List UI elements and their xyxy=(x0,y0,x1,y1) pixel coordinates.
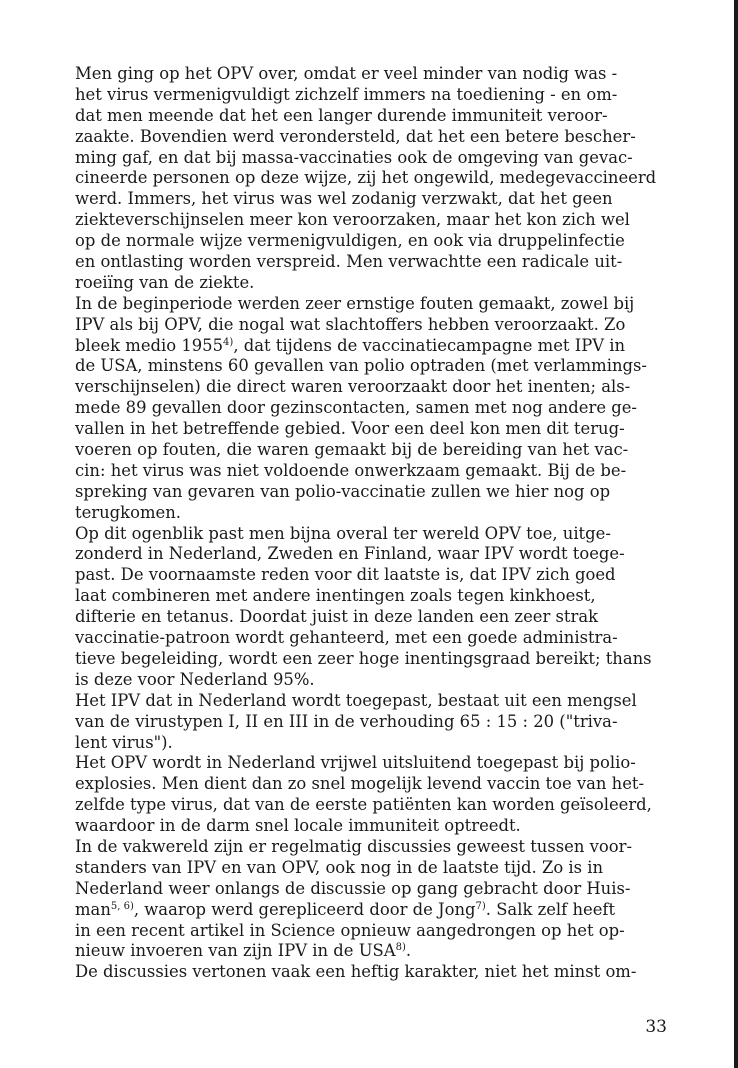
footnote-reference: 8) xyxy=(395,942,406,954)
text-line: roeiïng van de ziekte. xyxy=(75,272,255,292)
text-line: in een recent artikel in Science opnieuw aangedrongen op het op- xyxy=(75,920,625,940)
text-line: van de virustypen I, II en III in de verhouding 65 : 15 : 20 ("triva- xyxy=(75,711,618,731)
text-line: bleek medio 1955$^{4)}$, dat tijdens de vaccinatiecampagne met IPV in xyxy=(75,335,626,355)
text-line: Het OPV wordt in Nederland vrijwel uitsluitend toegepast bij polio- xyxy=(75,753,636,773)
text-line: op de normale wijze vermenigvuldigen, en ook via druppelinfectie xyxy=(75,231,625,251)
text-line: ziekteverschijnselen meer kon veroorzaken, maar het kon zich wel xyxy=(75,210,630,230)
text-line: man$^{5, 6)}$, waarop werd gerepliceerd door de Jong$^{7)}$. Salk zelf heeft xyxy=(75,899,616,919)
text-line: In de beginperiode werden zeer ernstige fouten gemaakt, zowel bij xyxy=(75,293,635,313)
text-line: zaakte. Bovendien werd verondersteld, dat het een betere bescher- xyxy=(75,126,636,146)
text-line: vallen in het betreffende gebied. Voor een deel kon men dit terug- xyxy=(75,419,625,439)
text-line: terugkomen. xyxy=(75,502,181,522)
body-text xyxy=(75,64,725,983)
text-line: Het IPV dat in Nederland wordt toegepast, bestaat uit een mengsel xyxy=(75,690,637,710)
text-line: werd. Immers, het virus was wel zodanig verzwakt, dat het geen xyxy=(75,189,613,209)
text-line: verschijnselen) die direct waren veroorzaakt door het inenten; als- xyxy=(75,377,631,397)
text-line: cineerde personen op deze wijze, zij het ongewild, medegevaccineerd xyxy=(75,168,657,188)
text-line: past. De voornaamste reden voor dit laatste is, dat IPV zich goed xyxy=(75,565,616,585)
text-line: voeren op fouten, die waren gemaakt bij de bereiding van het vac- xyxy=(75,440,629,460)
text-line: waardoor in de darm snel locale immuniteit optreedt. xyxy=(75,816,521,836)
text-line: Op dit ogenblik past men bijna overal ter wereld OPV toe, uitge- xyxy=(75,523,611,543)
text-line: IPV als bij OPV, die nogal wat slachtoffers hebben veroorzaakt. Zo xyxy=(75,314,626,334)
text-line: is deze voor Nederland 95%. xyxy=(75,669,315,689)
footnote-reference: 4) xyxy=(223,336,234,348)
page-number: 33 xyxy=(645,1017,667,1037)
text-line: Men ging op het OPV over, omdat er veel minder van nodig was - xyxy=(75,64,618,83)
page-edge xyxy=(734,0,738,1068)
text-line: zelfde type virus, dat van de eerste patiënten kan worden geïsoleerd, xyxy=(75,795,652,815)
text-line: cin: het virus was niet voldoende onwerkzaam gemaakt. Bij de be- xyxy=(75,460,627,480)
text-line: difterie en tetanus. Doordat juist in deze landen een zeer strak xyxy=(75,607,599,627)
footnote-reference: 5, 6) xyxy=(110,900,134,912)
text-line: zonderd in Nederland, Zweden en Finland, waar IPV wordt toege- xyxy=(75,544,625,564)
footnote-reference: 7) xyxy=(475,900,486,912)
text-line: explosies. Men dient dan zo snel mogelijk levend vaccin toe van het- xyxy=(75,774,645,794)
text-line: nieuw invoeren van zijn IPV in de USA$^{8)}$. xyxy=(75,941,412,961)
text-line: ming gaf, en dat bij massa-vaccinaties ook de omgeving van gevac- xyxy=(75,147,633,167)
text-line: spreking van gevaren van polio-vaccinatie zullen we hier nog op xyxy=(75,481,611,501)
text-line: standers van IPV en van OPV, ook nog in de laatste tijd. Zo is in xyxy=(75,857,604,877)
text-line: Nederland weer onlangs de discussie op gang gebracht door Huis- xyxy=(75,878,631,898)
text-line: en ontlasting worden verspreid. Men verwachtte een radicale uit- xyxy=(75,252,623,272)
text-line: het virus vermenigvuldigt zichzelf immers na toediening - en om- xyxy=(75,84,618,104)
text-line: lent virus"). xyxy=(75,732,173,752)
text-line: vaccinatie-patroon wordt gehanteerd, met een goede administra- xyxy=(75,628,618,648)
text-line: In de vakwereld zijn er regelmatig discussies geweest tussen voor- xyxy=(75,836,633,856)
text-line: de USA, minstens 60 gevallen van polio optraden (met verlammings- xyxy=(75,356,647,376)
text-line: laat combineren met andere inentingen zoals tegen kinkhoest, xyxy=(75,586,596,606)
text-line: dat men meende dat het een langer durende immuniteit veroor- xyxy=(75,105,608,125)
text-line: tieve begeleiding, wordt een zeer hoge inentingsgraad bereikt; thans xyxy=(75,648,652,668)
text-line: mede 89 gevallen door gezinscontacten, samen met nog andere ge- xyxy=(75,398,637,418)
text-line: De discussies vertonen vaak een heftig karakter, niet het minst om- xyxy=(75,962,637,982)
